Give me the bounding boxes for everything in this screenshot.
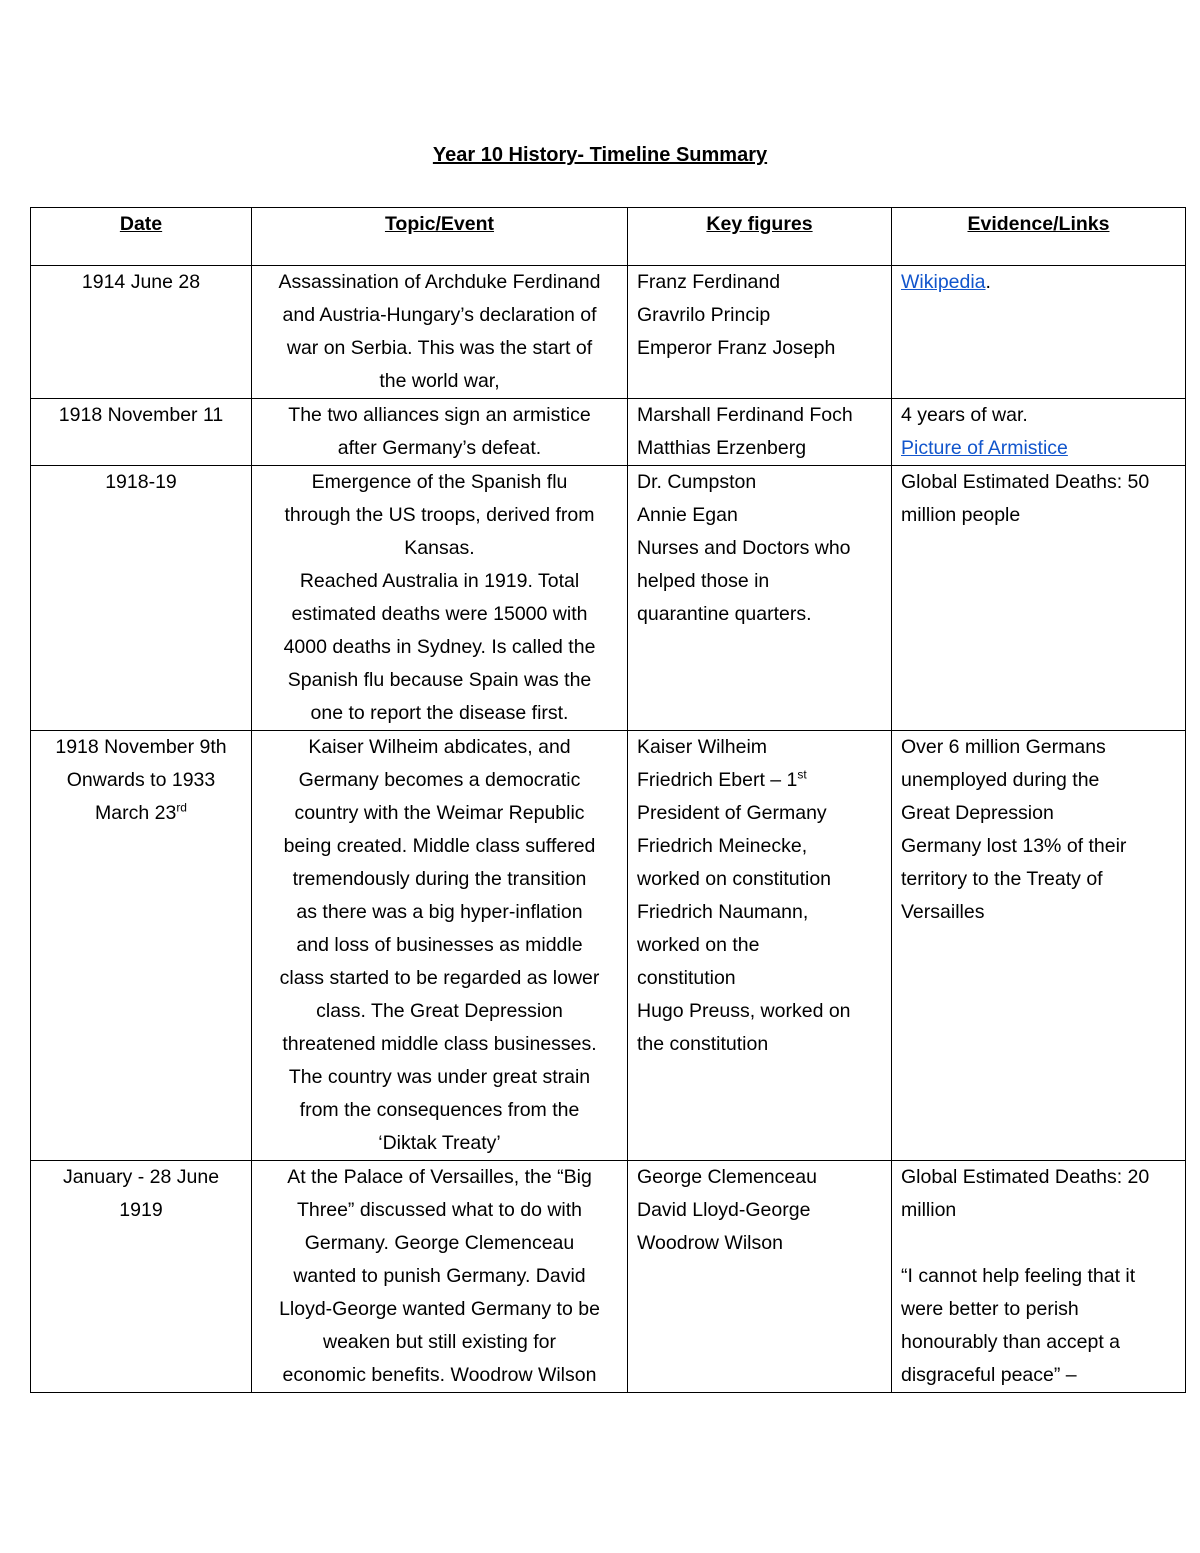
figure-name: helped those in <box>637 570 770 592</box>
figure-name: Kaiser Wilheim <box>637 736 768 758</box>
topic-line: Assassination of Archduke Ferdinand <box>278 271 601 293</box>
date-text: January - 28 June <box>62 1166 220 1188</box>
topic-line: At the Palace of Versailles, the “Big <box>287 1166 592 1188</box>
figure-name: George Clemenceau <box>637 1166 817 1188</box>
evidence-text: 4 years of war. <box>901 404 1028 426</box>
topic-line: the world war, <box>379 370 500 392</box>
evidence-text: million people <box>901 504 1021 526</box>
topic-line: The two alliances sign an armistice <box>288 404 591 426</box>
quote-line: “I cannot help feeling that it <box>901 1265 1136 1287</box>
figure-name: Woodrow Wilson <box>637 1232 783 1254</box>
evidence-text: Versailles <box>901 901 985 923</box>
figure-name: Hugo Preuss, worked on <box>637 1000 851 1022</box>
topic-line: threatened middle class businesses. <box>282 1033 597 1055</box>
evidence-text: Global Estimated Deaths: 20 <box>901 1166 1150 1188</box>
topic-line: and Austria-Hungary’s declaration of <box>282 304 597 326</box>
topic-line: Kaiser Wilheim abdicates, and <box>308 736 571 758</box>
topic-line: and loss of businesses as middle <box>296 934 583 956</box>
figure-name: President of Germany <box>637 802 827 824</box>
figures-cell <box>628 399 892 466</box>
date-cell <box>31 1161 252 1393</box>
topic-line: weaken but still existing for <box>322 1331 557 1353</box>
topic-line: Lloyd-George wanted Germany to be <box>279 1298 600 1320</box>
picture-of-armistice-link[interactable]: Picture of Armistice <box>901 437 1068 459</box>
figure-name: Matthias Erzenberg <box>637 437 807 459</box>
date-text: Onwards to 1933 <box>66 769 216 791</box>
link-suffix: . <box>985 271 991 293</box>
evidence-cell <box>892 466 1186 731</box>
table-row <box>31 466 1186 731</box>
topic-line: after Germany’s defeat. <box>337 437 542 459</box>
table-row <box>31 1161 1186 1393</box>
topic-line: country with the Weimar Republic <box>294 802 585 824</box>
topic-cell <box>252 266 628 399</box>
topic-line: Germany becomes a democratic <box>298 769 581 791</box>
topic-line: tremendously during the transition <box>292 868 587 890</box>
topic-line: Spanish flu because Spain was the <box>287 669 592 691</box>
evidence-text: territory to the Treaty of <box>901 868 1103 890</box>
evidence-text: Global Estimated Deaths: 50 <box>901 471 1150 493</box>
header-topic: Topic/Event <box>252 208 628 266</box>
figure-name: worked on constitution <box>637 868 832 890</box>
evidence-cell <box>892 1161 1186 1393</box>
table-row <box>31 731 1186 1161</box>
figure-name: Friedrich Ebert – 1 <box>637 769 798 791</box>
ordinal-suffix: st <box>797 767 807 782</box>
quote-line: were better to perish <box>901 1298 1079 1320</box>
topic-cell <box>252 731 628 1161</box>
evidence-text: unemployed during the <box>901 769 1100 791</box>
topic-line: Reached Australia in 1919. Total <box>299 570 580 592</box>
figure-name: Emperor Franz Joseph <box>637 337 836 359</box>
figure-name: constitution <box>637 967 736 989</box>
figure-name: worked on the <box>637 934 760 956</box>
date-text: 1914 June 28 <box>81 271 201 293</box>
date-text: 1918-19 <box>105 471 177 493</box>
figure-name: the constitution <box>637 1033 769 1055</box>
blank-line <box>901 1227 1176 1260</box>
topic-line: from the consequences from the <box>299 1099 580 1121</box>
evidence-text: million <box>901 1199 957 1221</box>
topic-line: class started to be regarded as lower <box>279 967 600 989</box>
evidence-text: Great Depression <box>901 802 1054 824</box>
figure-name: Marshall Ferdinand Foch <box>637 404 853 426</box>
topic-line: through the US troops, derived from <box>284 504 595 526</box>
topic-line: economic benefits. Woodrow Wilson <box>282 1364 597 1386</box>
topic-line: ‘Diktak Treaty’ <box>378 1132 501 1154</box>
topic-cell <box>252 1161 628 1393</box>
figure-name: David Lloyd-George <box>637 1199 811 1221</box>
topic-line: estimated deaths were 15000 with <box>291 603 588 625</box>
table-row <box>31 399 1186 466</box>
figure-name: Annie Egan <box>637 504 738 526</box>
date-text: 1918 November 11 <box>58 404 224 426</box>
wikipedia-link[interactable]: Wikipedia <box>901 271 986 293</box>
evidence-cell <box>892 266 1186 399</box>
topic-cell <box>252 399 628 466</box>
figures-cell <box>628 266 892 399</box>
topic-line: war on Serbia. This was the start of <box>286 337 593 359</box>
evidence-text: Over 6 million Germans <box>901 736 1106 758</box>
topic-line: Germany. George Clemenceau <box>304 1232 575 1254</box>
figure-name: Gravrilo Princip <box>637 304 771 326</box>
date-cell <box>31 266 252 399</box>
date-cell <box>31 731 252 1161</box>
topic-line: The country was under great strain <box>288 1066 591 1088</box>
table-row <box>31 266 1186 399</box>
date-text: 1919 <box>119 1199 163 1221</box>
ordinal-suffix: rd <box>176 800 187 815</box>
topic-line: Three” discussed what to do with <box>296 1199 583 1221</box>
figures-cell <box>628 731 892 1161</box>
topic-cell <box>252 466 628 731</box>
timeline-table <box>30 207 1186 1393</box>
topic-line: 4000 deaths in Sydney. Is called the <box>283 636 596 658</box>
date-text: March 23 <box>95 802 177 824</box>
header-row <box>31 208 1186 266</box>
header-key-figures: Key figures <box>628 208 892 266</box>
date-cell <box>31 399 252 466</box>
evidence-cell <box>892 731 1186 1161</box>
topic-line: class. The Great Depression <box>316 1000 563 1022</box>
header-date: Date <box>31 208 252 266</box>
figure-name: Dr. Cumpston <box>637 471 757 493</box>
topic-line: Emergence of the Spanish flu <box>311 471 568 493</box>
topic-line: Kansas. <box>404 537 475 559</box>
figures-cell <box>628 466 892 731</box>
evidence-text: Germany lost 13% of their <box>901 835 1127 857</box>
quote-line: honourably than accept a <box>901 1331 1120 1353</box>
topic-line: being created. Middle class suffered <box>283 835 596 857</box>
topic-line: wanted to punish Germany. David <box>293 1265 586 1287</box>
page-title: Year 10 History- Timeline Summary <box>432 144 768 166</box>
topic-line: as there was a big hyper-inflation <box>296 901 583 923</box>
quote-line: disgraceful peace” – <box>901 1364 1077 1386</box>
figure-name: Franz Ferdinand <box>637 271 781 293</box>
figure-name: Friedrich Meinecke, <box>637 835 808 857</box>
figures-cell <box>628 1161 892 1393</box>
figure-name: quarantine quarters. <box>637 603 812 625</box>
figure-name: Friedrich Naumann, <box>637 901 809 923</box>
evidence-cell <box>892 399 1186 466</box>
header-evidence: Evidence/Links <box>892 208 1186 266</box>
topic-line: one to report the disease first. <box>310 702 569 724</box>
date-cell <box>31 466 252 731</box>
date-text: 1918 November 9th <box>55 736 227 758</box>
figure-name: Nurses and Doctors who <box>637 537 851 559</box>
